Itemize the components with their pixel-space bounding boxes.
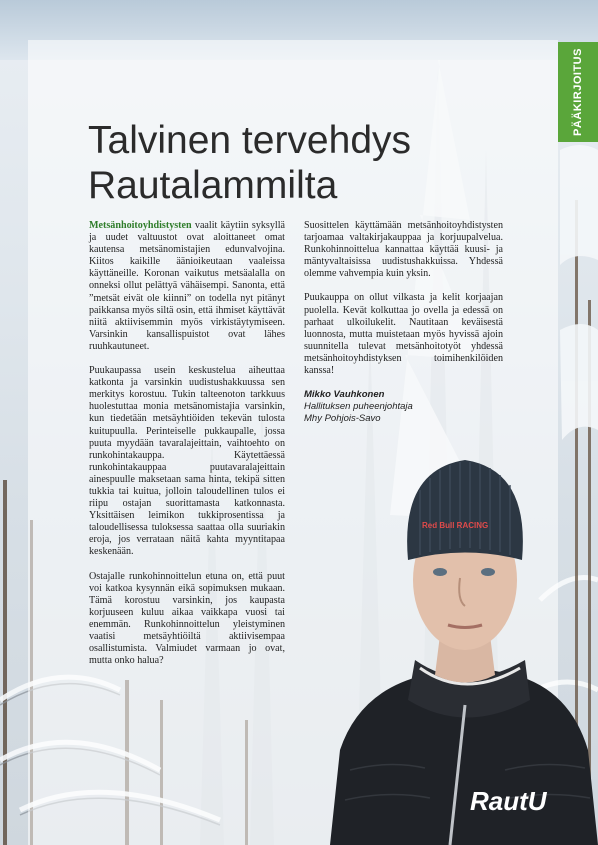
paragraph: Ostajalle runkohinnoittelun etuna on, että puut voi katkoa kysynnän eikä sopimuksen mukaan. Tämä korostuu varsinkin, jos kaupasta korjuuseen kuluu aikaa vaikkapa vuosi tai enemmän. Runkohinnoittelun yleistyminen vaatisi metsäyhtiöiltä aktiivisempaa osallistumista. Valmiudet varmaan jo ovat, mutta onko halua? bbox=[89, 570, 285, 667]
author-organization: Mhy Pohjois-Savo bbox=[304, 413, 381, 425]
paragraph: Puukaupassa usein keskustelua aiheuttaa katkonta ja varsinkin uudistushakkuussa sen merkitys korostuu. Tukin talteenoton tarkkuus huolestuttaa monia metsänomistajia varsinkin, kun tiedetään metsäyhtiöiden tekevän tulosta kuitupuulla. Perinteiselle pukkaupalle, jossa puuta myydään tavaralajeittain, vaihtoehto on runkohintakauppa. Käytettäessä runkohintakauppaa puutavaralajeittain ainespuulle maksetaan sama hinta, tekipä sitten tukkia tai kuitua, jolloin taloudellinen tulos ei riipu ostajan suorittamasta katkonnasta. Yksittäisen leimikon tukkiprosentissa ja taloudellisessa tuloksessa saattaa olla suuriakin eroja, jos verrataan näitä kahta myyntitapaa keskenään. bbox=[89, 365, 285, 558]
article-column-1 bbox=[89, 220, 285, 679]
section-tab-label: PÄÄKIRJOITUS bbox=[572, 48, 584, 136]
author-portrait bbox=[330, 450, 598, 845]
article-title bbox=[88, 118, 488, 208]
title-line-1: Talvinen tervehdys bbox=[88, 119, 412, 162]
paragraph: Puukauppa on ollut vilkasta ja kelit korjaajan puolella. Kevät kolkuttaa jo ovella ja edessä on parhaat ulkoilukelit. Nautitaan keväisestä luonnosta, mutta muistetaan myös hyvissä ajoin suunnitella tulevat metsänhoitotyöt yhdessä metsänhoitoyhdistyksen toimihenkilöiden kanssa! bbox=[304, 292, 503, 377]
section-tab bbox=[558, 42, 598, 142]
lead-word: Metsänhoitoyhdistysten bbox=[89, 220, 192, 231]
author-name: Mikko Vauhkonen bbox=[304, 389, 385, 401]
paragraph-text: vaalit käytiin syksyllä ja uudet valtuustot ovat aloittaneet omat kautensa metsänomistajien edunvalvojina. Kiitos kaikille äänioikeutaan vaaleissa käyttäneille. Koronan vaikutus metsäalalla on onneksi ollut pelättyä vähäisempi. Sanonta, että ”metsät eivät ole kiinni” on todella nyt pitänyt paikkansa myös siltä osin, että ihmiset käyttävät niitä aktiivisemmin myös virkistäytymiseen. Varsinkin kansallispuistot ovat lähes ruuhkautuneet. bbox=[89, 220, 285, 352]
author-role: Hallituksen puheenjohtaja bbox=[304, 401, 413, 413]
jacket-logo: RautU bbox=[470, 786, 547, 816]
title-line-2: Rautalammilta bbox=[88, 164, 338, 207]
article-column-2 bbox=[304, 220, 503, 425]
paragraph bbox=[89, 220, 285, 353]
paragraph: Suosittelen käyttämään metsänhoitoyhdistysten tarjoamaa valtakirjakauppaa ja korjuupalvelua. Runkohinnoittelua kannattaa käyttää kuusi- ja mäntyvaltaisissa uudistushakkuissa. Yhdessä olemme vahvempia kuin yksin. bbox=[304, 220, 503, 280]
beanie-logo: Red Bull RACING bbox=[422, 521, 489, 530]
signature-block bbox=[304, 389, 503, 425]
